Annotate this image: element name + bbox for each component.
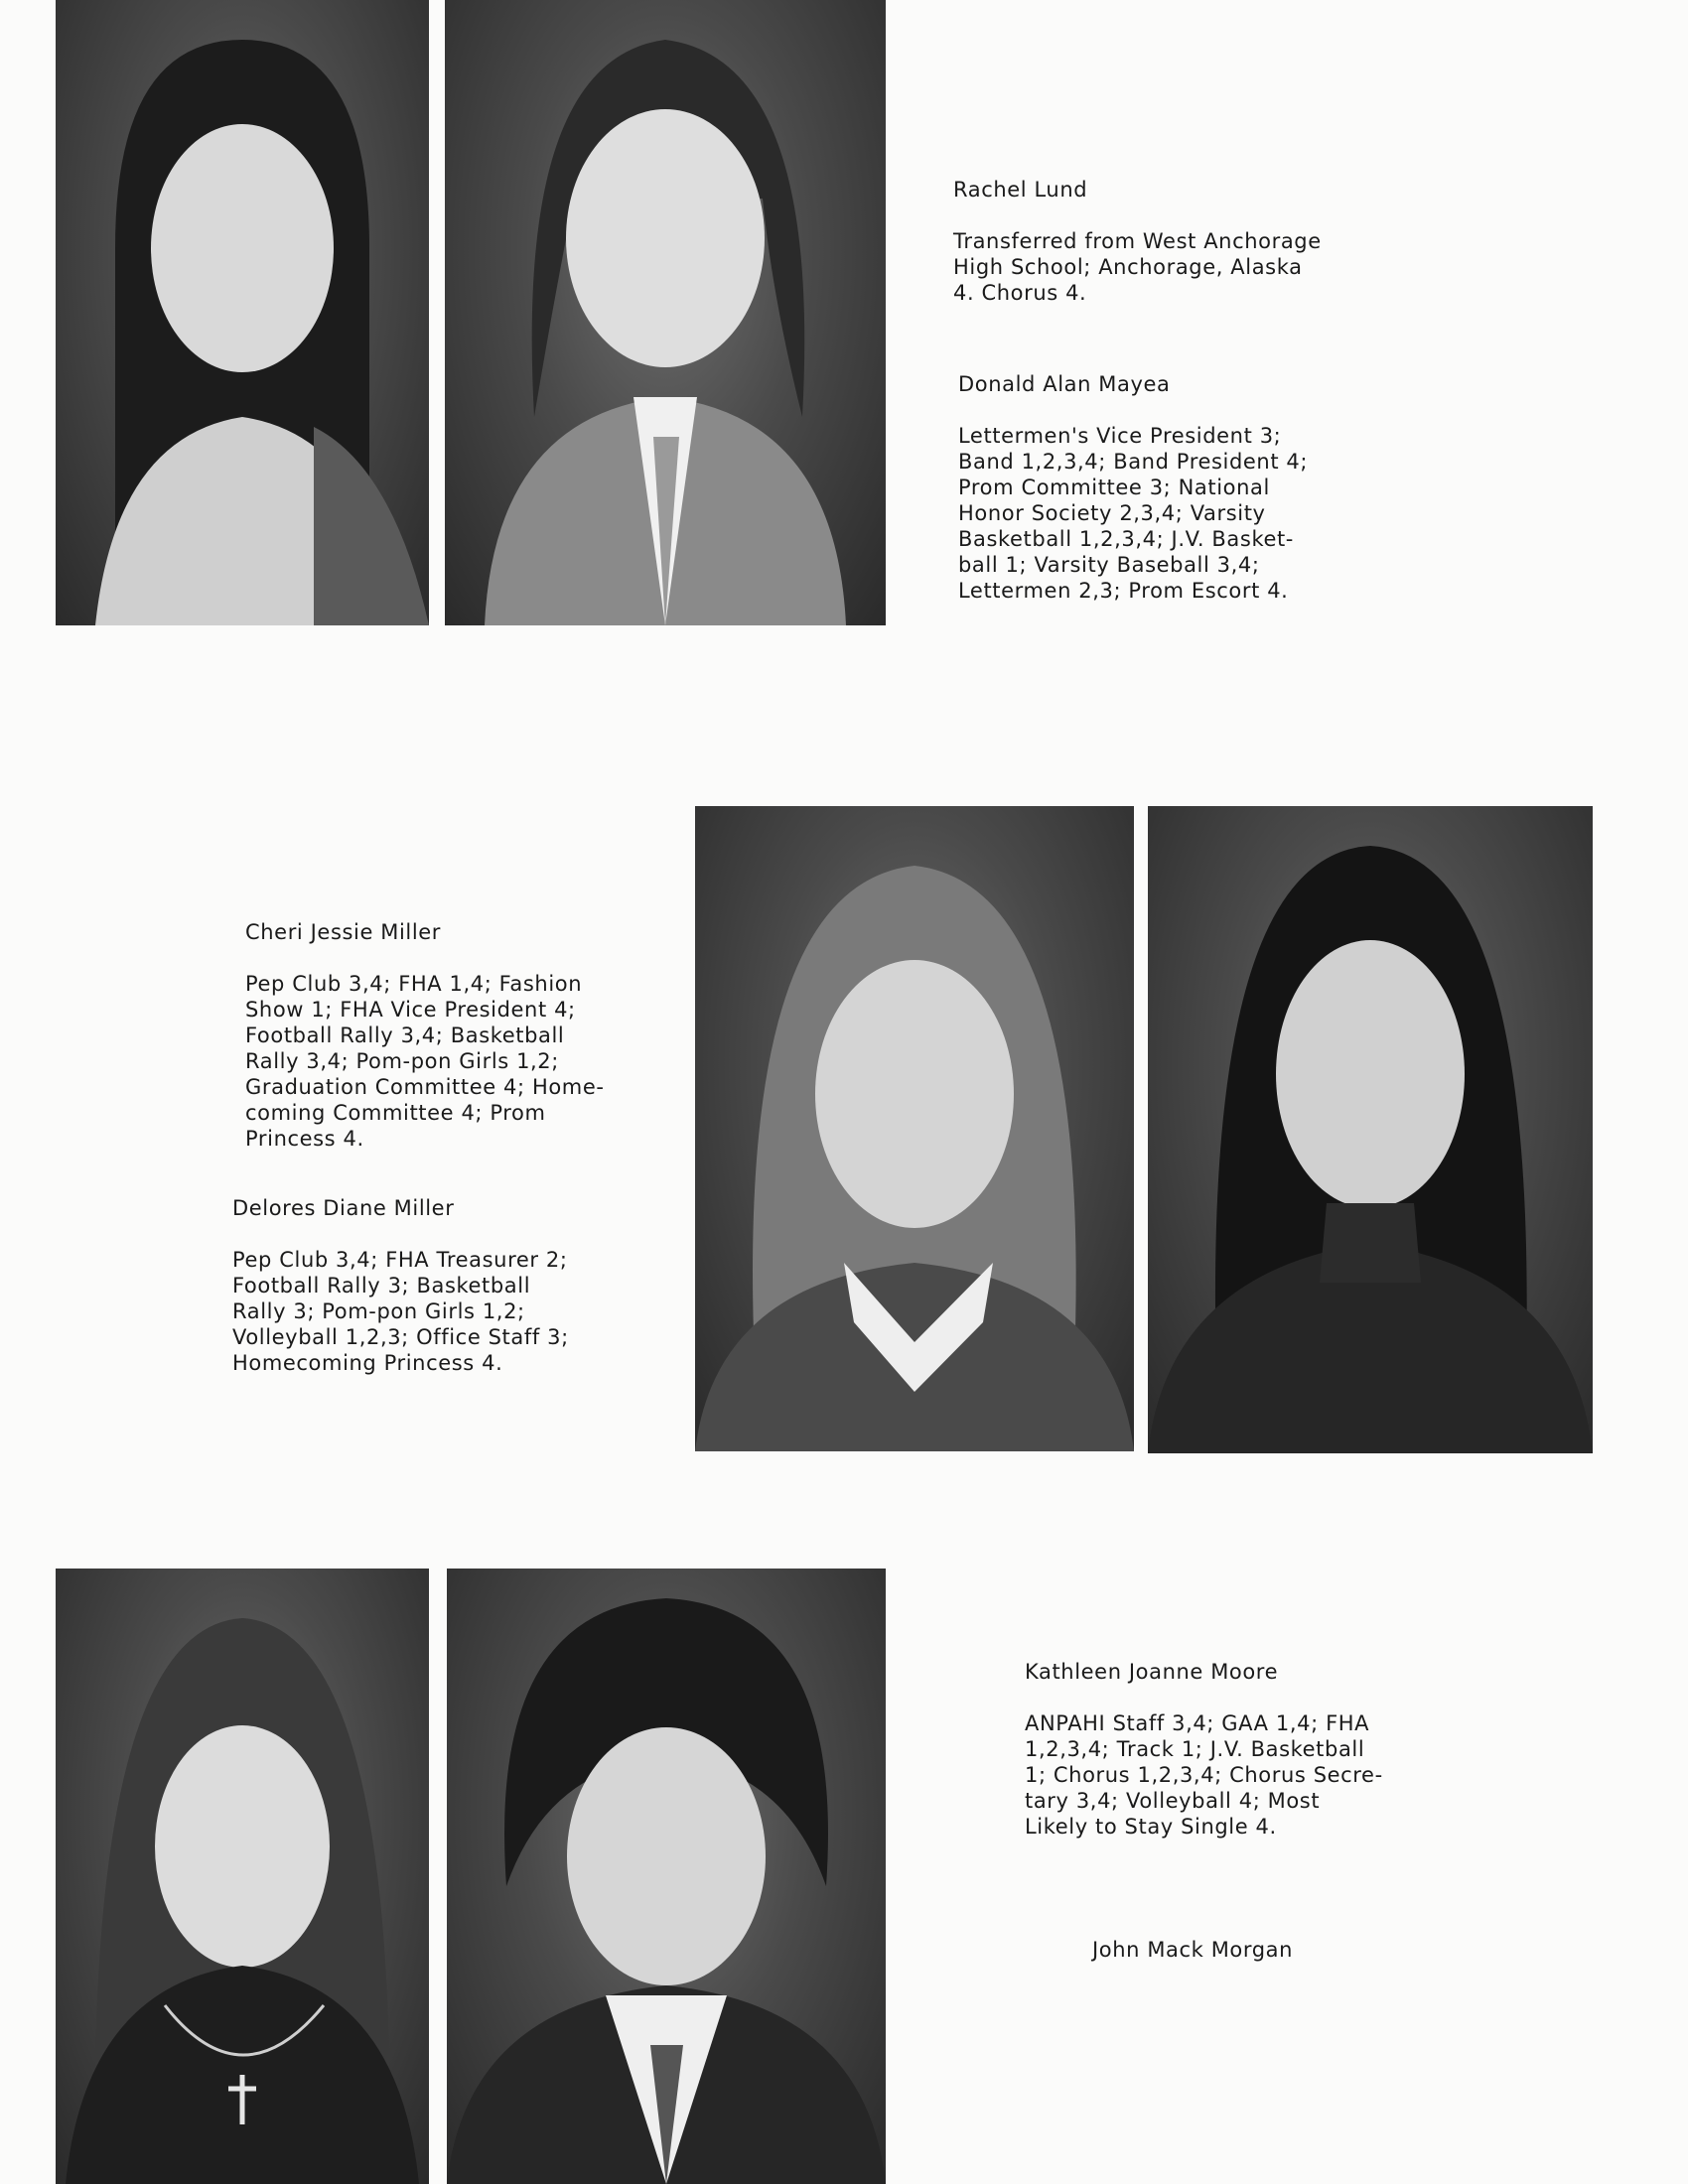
student-name: Donald Alan Mayea [958, 372, 1171, 396]
bio-kathleen-joanne-moore [1025, 1633, 1501, 1865]
student-name: Kathleen Joanne Moore [1025, 1660, 1279, 1684]
bio-rachel-lund [953, 151, 1430, 332]
bio-donald-alan-mayea [958, 345, 1435, 629]
student-name: Delores Diane Miller [232, 1196, 455, 1220]
student-activities: Transferred from West Anchorage High School; Anchorage, Alaska 4. Chorus 4. [953, 229, 1322, 305]
student-name: John Mack Morgan [1092, 1938, 1294, 1962]
portrait-rachel-lund [56, 0, 429, 625]
student-name: Rachel Lund [953, 178, 1088, 202]
bio-cheri-jessie-miller [245, 893, 682, 1177]
student-activities: ANPAHI Staff 3,4; GAA 1,4; FHA 1,2,3,4; Track 1; J.V. Basketball 1; Chorus 1,2,3,4; Chorus Secre- tary 3,4; Volleyball 4; Most Likely to Stay Single 4. [1025, 1711, 1383, 1839]
portrait-donald-alan-mayea [445, 0, 886, 625]
student-activities: Pep Club 3,4; FHA 1,4; Fashion Show 1; FHA Vice President 4; Football Rally 3,4; Basketball Rally 3,4; Pom-pon Girls 1,2; Graduation Committee 4; Home- coming Committee 4; Prom Princess 4. [245, 972, 605, 1151]
portrait-delores-diane-miller [1148, 806, 1593, 1453]
portrait-john-mack-morgan [447, 1569, 886, 2184]
portrait-cheri-jessie-miller [695, 806, 1134, 1451]
bio-delores-diane-miller [232, 1169, 669, 1402]
student-name: Cheri Jessie Miller [245, 920, 442, 944]
bio-john-mack-morgan [1092, 1938, 1293, 1962]
student-activities: Pep Club 3,4; FHA Treasurer 2; Football Rally 3; Basketball Rally 3; Pom-pon Girls 1,2; Volleyball 1,2,3; Office Staff 3; Homecoming Princess 4. [232, 1248, 569, 1375]
portrait-kathleen-joanne-moore [56, 1569, 429, 2184]
student-activities: Lettermen's Vice President 3; Band 1,2,3,4; Band President 4; Prom Committee 3; National Honor Society 2,3,4; Varsity Basketball 1,2,3,4; J.V. Basket- ball 1; Varsity Baseball 3,4; Lettermen 2,3; Prom Escort 4. [958, 424, 1309, 603]
